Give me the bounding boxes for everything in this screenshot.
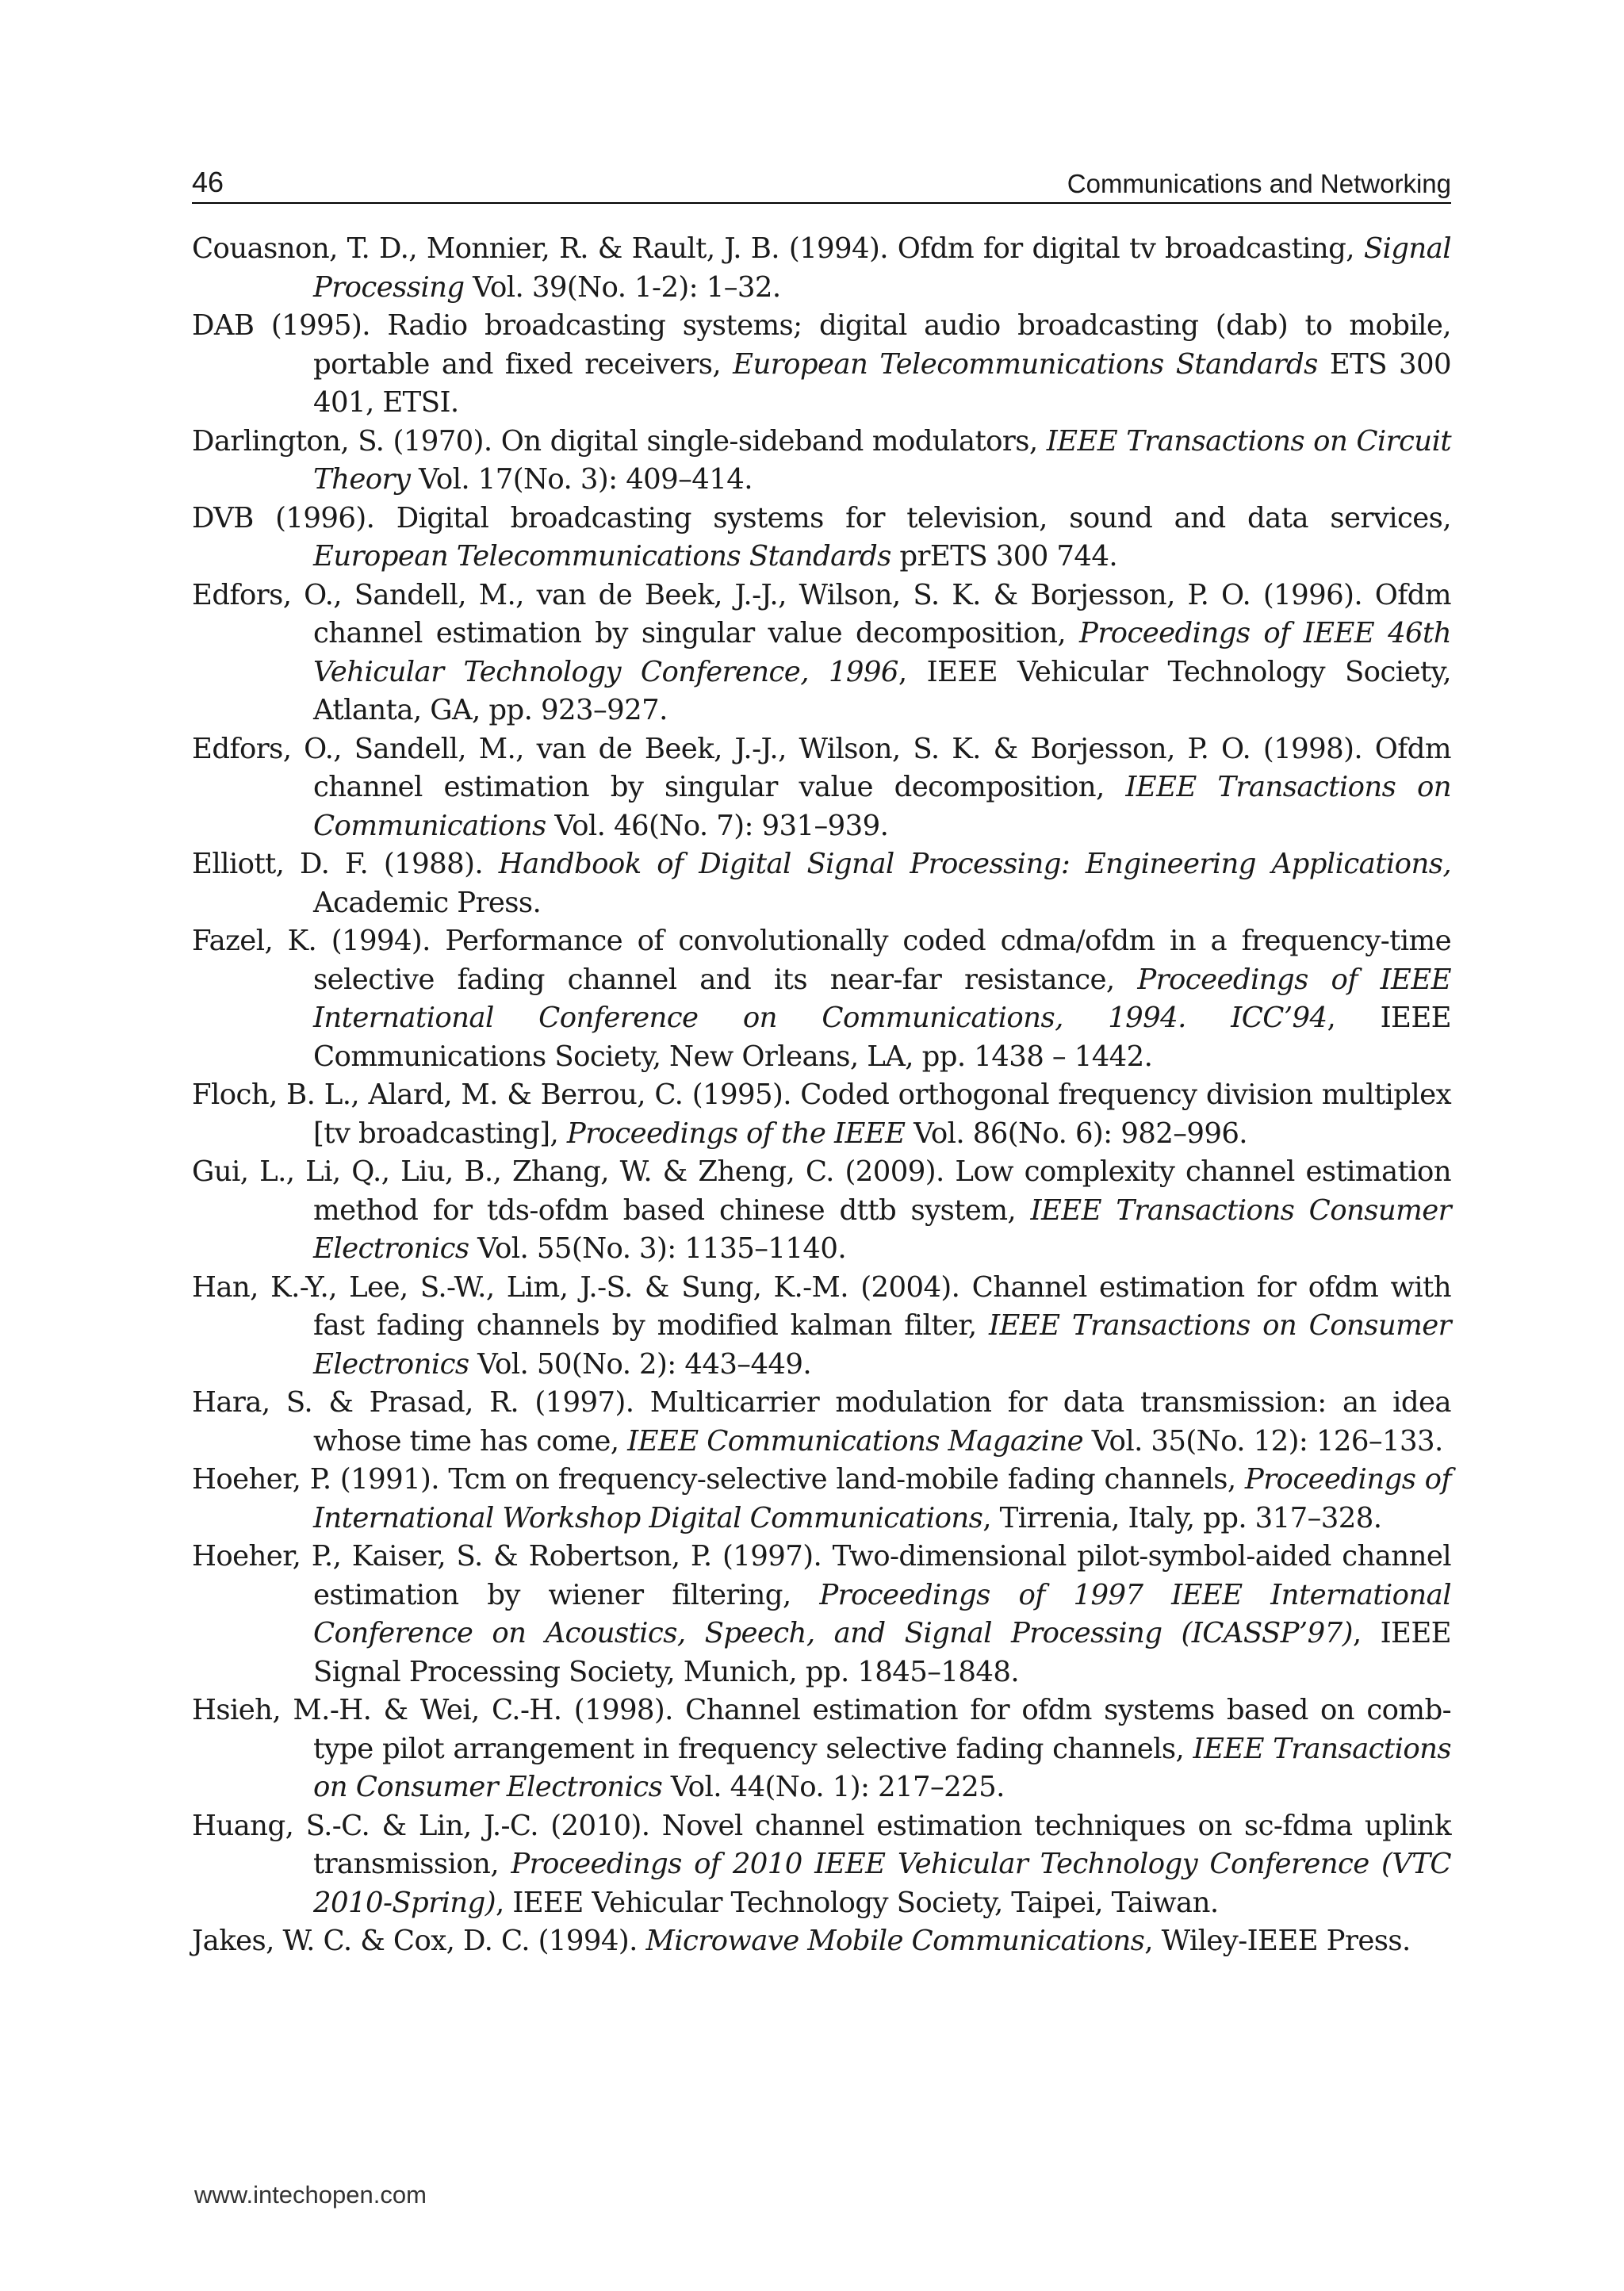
reference-list xyxy=(192,230,1451,1961)
reference-item xyxy=(192,1538,1451,1691)
reference-venue: Proceedings of 2010 IEEE Vehicular Technology Conference (VTC 2010-Spring) xyxy=(313,1848,1451,1919)
reference-item xyxy=(192,230,1451,307)
reference-venue: IEEE Transactions Consumer Electronics xyxy=(313,1193,1451,1265)
reference-venue: IEEE Transactions on Communications xyxy=(313,771,1451,842)
reference-details: ETS 300 401, ETSI. xyxy=(313,347,1451,419)
reference-item xyxy=(192,1807,1451,1923)
reference-venue: IEEE Communications Magazine xyxy=(627,1424,1084,1458)
reference-venue: Proceedings of 1997 IEEE International Conference on Acoustics, Speech, and Signal Processing (ICASSP’97) xyxy=(313,1578,1451,1649)
reference-details: Vol. 55(No. 3): 1135–1140. xyxy=(469,1232,847,1265)
running-title: Communications and Networking xyxy=(1067,169,1451,198)
reference-authors-title: Jakes, W. C. & Cox, D. C. (1994). xyxy=(192,1925,646,1957)
reference-details: , IEEE Vehicular Technology Society, Atlanta, GA, pp. 923–927. xyxy=(313,655,1451,726)
reference-authors-title: Hsieh, M.-H. & Wei, C.-H. (1998). Channel estimation for ofdm systems based on comb-type pilot arrangement in frequency selective fading channels, xyxy=(192,1694,1451,1765)
reference-authors-title: Elliott, D. F. (1988). xyxy=(192,848,499,880)
reference-item xyxy=(192,1076,1451,1153)
reference-authors-title: Hoeher, P., Kaiser, S. & Robertson, P. (1997). Two-dimensional pilot-symbol-aided channel estimation by wiener filtering, xyxy=(192,1540,1451,1611)
reference-authors-title: DAB (1995). Radio broadcasting systems; digital audio broadcasting (dab) to mobile, portable and fixed receivers, xyxy=(192,309,1451,381)
reference-item xyxy=(192,1691,1451,1807)
reference-item xyxy=(192,922,1451,1076)
reference-venue: Signal Processing xyxy=(313,232,1451,304)
reference-item xyxy=(192,577,1451,730)
reference-item xyxy=(192,1269,1451,1385)
reference-details: Vol. 44(No. 1): 217–225. xyxy=(662,1771,1005,1803)
reference-venue: Proceedings of the IEEE xyxy=(566,1117,906,1150)
reference-details: Vol. 39(No. 1-2): 1–32. xyxy=(464,270,781,304)
reference-authors-title: Edfors, O., Sandell, M., van de Beek, J.-J., Wilson, S. K. & Borjesson, P. O. (1998). Ofdm channel estimation by singular value decomposition, xyxy=(192,732,1451,803)
reference-authors-title: Hoeher, P. (1991). Tcm on frequency-selective land-mobile fading channels, xyxy=(192,1463,1245,1496)
reference-details: , Wiley-IEEE Press. xyxy=(1144,1925,1411,1957)
reference-venue: Proceedings of International Workshop Digital Communications xyxy=(313,1463,1451,1534)
reference-item xyxy=(192,307,1451,423)
reference-authors-title: Couasnon, T. D., Monnier, R. & Rault, J. B. (1994). Ofdm for digital tv broadcasting, xyxy=(192,232,1364,265)
reference-item xyxy=(192,1153,1451,1269)
page-number: 46 xyxy=(192,166,224,198)
page-header xyxy=(192,163,1451,204)
reference-authors-title: DVB (1996). Digital broadcasting systems for television, sound and data services, xyxy=(192,501,1451,534)
reference-venue: IEEE Transactions on Consumer Electronics xyxy=(313,1732,1451,1803)
reference-venue: Handbook of Digital Signal Processing: Engineering Applications, xyxy=(498,848,1452,880)
reference-item xyxy=(192,730,1451,846)
reference-venue: Proceedings of IEEE International Conference on Communications, 1994. ICC’94 xyxy=(313,963,1451,1034)
reference-item xyxy=(192,423,1451,500)
reference-venue: IEEE Transactions on Circuit Theory xyxy=(313,424,1451,496)
reference-details: Vol. 46(No. 7): 931–939. xyxy=(546,809,889,842)
reference-authors-title: Han, K.-Y., Lee, S.-W., Lim, J.-S. & Sung, K.-M. (2004). Channel estimation for ofdm with fast fading channels by modified kalman filter, xyxy=(192,1270,1451,1342)
reference-details: Vol. 50(No. 2): 443–449. xyxy=(469,1347,812,1381)
reference-item xyxy=(192,1461,1451,1538)
reference-item xyxy=(192,1384,1451,1461)
reference-details: , IEEE Communications Society, New Orleans, LA, pp. 1438 – 1442. xyxy=(313,1002,1451,1073)
reference-venue: IEEE Transactions on Consumer Electronics xyxy=(313,1309,1451,1381)
reference-authors-title: Darlington, S. (1970). On digital single-sideband modulators, xyxy=(192,424,1047,458)
reference-details: , IEEE Signal Processing Society, Munich, pp. 1845–1848. xyxy=(313,1617,1451,1688)
reference-authors-title: Edfors, O., Sandell, M., van de Beek, J.-J., Wilson, S. K. & Borjesson, P. O. (1996). Ofdm channel estimation by singular value decomposition, xyxy=(192,578,1451,649)
reference-venue: European Telecommunications Standards xyxy=(313,540,891,573)
reference-authors-title: Huang, S.-C. & Lin, J.-C. (2010). Novel channel estimation techniques on sc-fdma uplink transmission, xyxy=(192,1809,1451,1880)
reference-details: , IEEE Vehicular Technology Society, Taipei, Taiwan. xyxy=(495,1886,1219,1919)
reference-details: Vol. 86(No. 6): 982–996. xyxy=(905,1117,1247,1150)
reference-details: Vol. 17(No. 3): 409–414. xyxy=(410,463,753,496)
reference-venue: Proceedings of IEEE 46th Vehicular Technology Conference, 1996 xyxy=(313,617,1451,688)
footer-url[interactable]: www.intechopen.com xyxy=(194,2181,427,2209)
reference-authors-title: Floch, B. L., Alard, M. & Berrou, C. (1995). Coded orthogonal frequency division multiplex [tv broadcasting], xyxy=(192,1078,1451,1150)
reference-details: , Tirrenia, Italy, pp. 317–328. xyxy=(982,1501,1382,1534)
reference-details: Vol. 35(No. 12): 126–133. xyxy=(1083,1424,1443,1458)
reference-venue: Microwave Mobile Communications xyxy=(645,1925,1145,1957)
reference-authors-title: Gui, L., Li, Q., Liu, B., Zhang, W. & Zheng, C. (2009). Low complexity channel estimation method for tds-ofdm based chinese dttb system, xyxy=(192,1155,1451,1227)
reference-item xyxy=(192,1922,1451,1961)
reference-details: prETS 300 744. xyxy=(891,540,1118,573)
reference-item xyxy=(192,845,1451,922)
reference-details: Academic Press. xyxy=(313,886,542,919)
reference-authors-title: Fazel, K. (1994). Performance of convolutionally coded cdma/ofdm in a frequency-time selective fading channel and its near-far resistance, xyxy=(192,925,1451,996)
reference-authors-title: Hara, S. & Prasad, R. (1997). Multicarrier modulation for data transmission: an idea whose time has come, xyxy=(192,1386,1451,1458)
reference-item xyxy=(192,500,1451,577)
reference-venue: European Telecommunications Standards xyxy=(733,347,1318,381)
